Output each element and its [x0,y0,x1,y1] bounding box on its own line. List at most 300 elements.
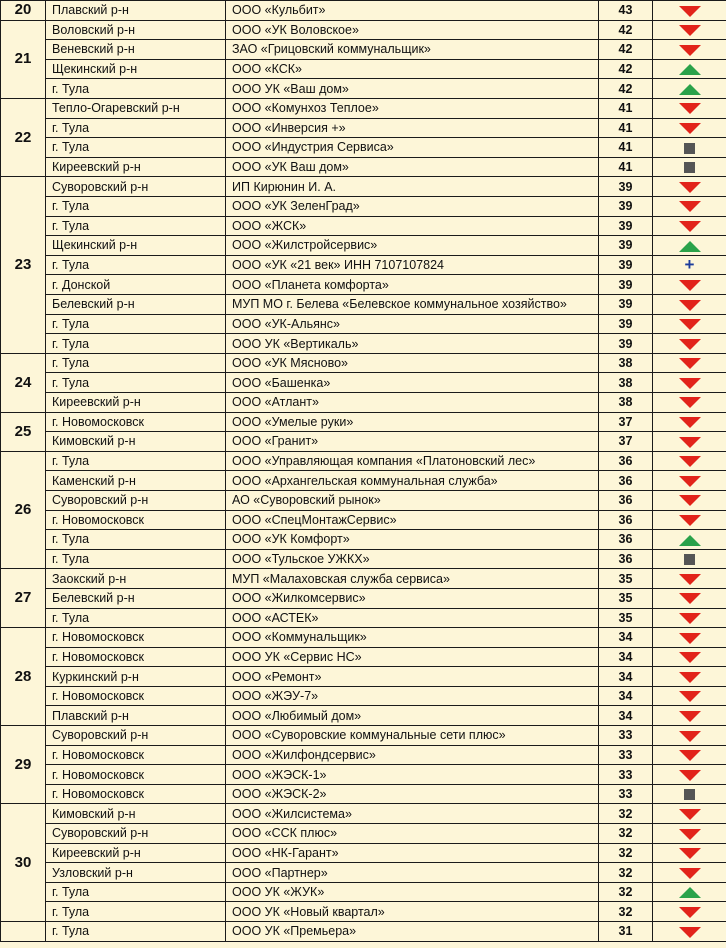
company-cell: ООО УК «ЖУК» [226,882,599,902]
table-row [1,549,726,569]
trend-cell [653,843,726,863]
red-triangle-down-icon [679,201,701,212]
trend-cell [653,196,726,216]
score-cell: 35 [599,569,653,589]
table-row [1,824,726,844]
rank-cell: 20 [1,1,46,21]
trend-cell [653,392,726,412]
company-cell: ООО УК «Новый квартал» [226,902,599,922]
table-row [1,569,726,589]
red-triangle-down-icon [679,476,701,487]
score-cell: 37 [599,412,653,432]
company-cell: ООО «УК Комфорт» [226,530,599,550]
company-cell: ООО УК «Вертикаль» [226,334,599,354]
trend-cell [653,98,726,118]
trend-cell [653,216,726,236]
red-triangle-down-icon [679,378,701,389]
trend-cell [653,177,726,197]
score-cell: 36 [599,530,653,550]
district-cell: г. Тула [46,608,226,628]
company-cell: ООО «Жилфондсервис» [226,745,599,765]
trend-cell [653,275,726,295]
company-cell: ООО «СпецМонтажСервис» [226,510,599,530]
score-cell: 39 [599,275,653,295]
district-cell: Тепло-Огаревский р-н [46,98,226,118]
score-cell: 33 [599,726,653,746]
district-cell: г. Новомосковск [46,647,226,667]
table-row [1,236,726,256]
company-cell: ООО «Коммунальщик» [226,628,599,648]
score-cell: 36 [599,490,653,510]
score-cell: 34 [599,706,653,726]
red-triangle-down-icon [679,770,701,781]
red-triangle-down-icon [679,25,701,36]
score-cell: 39 [599,236,653,256]
red-triangle-down-icon [679,652,701,663]
district-cell: г. Тула [46,216,226,236]
table-row [1,275,726,295]
district-cell: г. Тула [46,530,226,550]
score-cell: 39 [599,196,653,216]
table-row [1,667,726,687]
green-triangle-up-icon [679,241,701,252]
score-cell: 35 [599,588,653,608]
red-triangle-down-icon [679,339,701,350]
score-cell: 39 [599,177,653,197]
district-cell: Воловский р-н [46,20,226,40]
table-row [1,882,726,902]
trend-cell [653,295,726,315]
red-triangle-down-icon [679,672,701,683]
trend-cell [653,157,726,177]
score-cell: 41 [599,138,653,158]
trend-cell [653,1,726,21]
table-row [1,314,726,334]
company-cell: ООО «Партнер» [226,863,599,883]
table-row [1,902,726,922]
district-cell: Белевский р-н [46,295,226,315]
trend-cell [653,608,726,628]
trend-cell [653,686,726,706]
trend-cell [653,726,726,746]
table-row [1,706,726,726]
district-cell: г. Донской [46,275,226,295]
trend-cell [653,510,726,530]
score-cell: 42 [599,20,653,40]
company-cell: ООО «Умелые руки» [226,412,599,432]
red-triangle-down-icon [679,750,701,761]
district-cell: г. Новомосковск [46,412,226,432]
district-cell: Веневский р-н [46,40,226,60]
company-cell: ООО «Любимый дом» [226,706,599,726]
rank-cell: 29 [1,726,46,804]
company-cell: ООО «Гранит» [226,432,599,452]
trend-cell [653,569,726,589]
score-cell: 33 [599,765,653,785]
company-cell: ООО «ЖСК» [226,216,599,236]
score-cell: 32 [599,824,653,844]
company-cell: ООО «Суворовские коммунальные сети плюс» [226,726,599,746]
table-row [1,510,726,530]
red-triangle-down-icon [679,515,701,526]
district-cell: г. Новомосковск [46,745,226,765]
score-cell: 41 [599,98,653,118]
rank-cell: 24 [1,353,46,412]
company-cell: ООО УК «Ваш дом» [226,79,599,99]
blue-plus-icon: + [684,255,695,275]
company-cell: ООО «ЖЭСК-1» [226,765,599,785]
score-cell: 32 [599,863,653,883]
table-row [1,334,726,354]
score-cell: 34 [599,667,653,687]
district-cell: Кимовский р-н [46,432,226,452]
table-row [1,530,726,550]
trend-cell [653,530,726,550]
district-cell: Суворовский р-н [46,726,226,746]
score-cell: 38 [599,392,653,412]
red-triangle-down-icon [679,300,701,311]
trend-cell [653,922,726,942]
district-cell: г. Тула [46,353,226,373]
rank-cell: 21 [1,20,46,98]
table-row [1,647,726,667]
table-row [1,765,726,785]
score-cell: 35 [599,608,653,628]
trend-cell [653,20,726,40]
red-triangle-down-icon [679,397,701,408]
trend-cell [653,824,726,844]
district-cell: г. Тула [46,549,226,569]
red-triangle-down-icon [679,711,701,722]
score-cell: 39 [599,216,653,236]
table-row [1,157,726,177]
red-triangle-down-icon [679,221,701,232]
table-row [1,784,726,804]
table-row [1,490,726,510]
company-cell: ООО «Жилсистема» [226,804,599,824]
score-cell: 32 [599,843,653,863]
score-cell: 39 [599,295,653,315]
table-row [1,40,726,60]
district-cell: Суворовский р-н [46,824,226,844]
district-cell: г. Тула [46,138,226,158]
company-cell: ООО «Планета комфорта» [226,275,599,295]
score-cell: 43 [599,1,653,21]
trend-cell [653,334,726,354]
district-cell: г. Тула [46,79,226,99]
red-triangle-down-icon [679,613,701,624]
table-row [1,745,726,765]
red-triangle-down-icon [679,907,701,918]
red-triangle-down-icon [679,182,701,193]
district-cell: г. Тула [46,373,226,393]
company-cell: ООО «УК Воловское» [226,20,599,40]
district-cell: Киреевский р-н [46,843,226,863]
table-row [1,118,726,138]
district-cell: Щекинский р-н [46,236,226,256]
red-triangle-down-icon [679,574,701,585]
district-cell: Белевский р-н [46,588,226,608]
score-cell: 34 [599,686,653,706]
table-row [1,922,726,942]
district-cell: Суворовский р-н [46,490,226,510]
score-cell: 39 [599,314,653,334]
gray-square-icon [684,143,695,154]
company-cell: ООО «Кульбит» [226,1,599,21]
company-cell: АО «Суворовский рынок» [226,490,599,510]
district-cell: Суворовский р-н [46,177,226,197]
table-row [1,863,726,883]
company-cell: ООО «Ремонт» [226,667,599,687]
table-row [1,79,726,99]
company-cell: ООО «ЖЭУ-7» [226,686,599,706]
trend-cell [653,706,726,726]
company-cell: ООО «АСТЕК» [226,608,599,628]
district-cell: Узловский р-н [46,863,226,883]
rank-cell: 26 [1,451,46,569]
green-triangle-up-icon [679,84,701,95]
trend-cell [653,471,726,491]
trend-cell [653,549,726,569]
company-cell: ООО «УК Ваш дом» [226,157,599,177]
table-row [1,138,726,158]
district-cell: г. Новомосковск [46,765,226,785]
red-triangle-down-icon [679,809,701,820]
red-triangle-down-icon [679,731,701,742]
score-cell: 33 [599,745,653,765]
company-cell: МУП «Малаховская служба сервиса» [226,569,599,589]
gray-square-icon [684,554,695,565]
trend-cell [653,255,726,275]
table-row [1,608,726,628]
company-cell: ООО «Жилкомсервис» [226,588,599,608]
rank-cell: 23 [1,177,46,353]
district-cell: Заокский р-н [46,569,226,589]
red-triangle-down-icon [679,6,701,17]
company-cell: ООО «Управляющая компания «Платоновский лес» [226,451,599,471]
trend-cell [653,490,726,510]
company-cell: ООО «НК-Гарант» [226,843,599,863]
district-cell: г. Новомосковск [46,784,226,804]
trend-cell [653,667,726,687]
red-triangle-down-icon [679,829,701,840]
company-cell: ООО «Архангельская коммунальная служба» [226,471,599,491]
company-cell: ООО УК «Премьера» [226,922,599,942]
table-row [1,196,726,216]
district-cell: г. Тула [46,922,226,942]
red-triangle-down-icon [679,358,701,369]
red-triangle-down-icon [679,280,701,291]
red-triangle-down-icon [679,495,701,506]
table-row [1,216,726,236]
red-triangle-down-icon [679,319,701,330]
table-row [1,726,726,746]
score-cell: 34 [599,647,653,667]
table-row [1,295,726,315]
score-cell: 42 [599,79,653,99]
table-row [1,628,726,648]
company-cell: ИП Кирюнин И. А. [226,177,599,197]
rank-cell: 28 [1,628,46,726]
district-cell: г. Новомосковск [46,510,226,530]
company-cell: ООО «Жилстройсервис» [226,236,599,256]
trend-cell [653,118,726,138]
company-cell: ООО «УК ЗеленГрад» [226,196,599,216]
green-triangle-up-icon [679,64,701,75]
district-cell: Куркинский р-н [46,667,226,687]
district-cell: г. Новомосковск [46,686,226,706]
trend-cell [653,40,726,60]
score-cell: 39 [599,255,653,275]
trend-cell [653,765,726,785]
trend-cell [653,882,726,902]
trend-cell [653,353,726,373]
table-row [1,843,726,863]
rank-cell [1,922,46,942]
trend-cell [653,59,726,79]
company-cell: ООО «Тульское УЖКХ» [226,549,599,569]
score-cell: 34 [599,628,653,648]
district-cell: г. Тула [46,255,226,275]
table-row [1,412,726,432]
red-triangle-down-icon [679,417,701,428]
score-cell: 38 [599,373,653,393]
score-cell: 31 [599,922,653,942]
trend-cell [653,628,726,648]
table-row [1,588,726,608]
table-row [1,804,726,824]
trend-cell [653,451,726,471]
company-cell: ООО «КСК» [226,59,599,79]
table-row [1,471,726,491]
red-triangle-down-icon [679,593,701,604]
gray-square-icon [684,162,695,173]
score-cell: 38 [599,353,653,373]
red-triangle-down-icon [679,103,701,114]
red-triangle-down-icon [679,437,701,448]
red-triangle-down-icon [679,45,701,56]
score-cell: 33 [599,784,653,804]
company-cell: ООО «Башенка» [226,373,599,393]
table-row [1,177,726,197]
district-cell: Каменский р-н [46,471,226,491]
rank-cell: 30 [1,804,46,922]
trend-cell [653,784,726,804]
trend-cell [653,902,726,922]
score-cell: 41 [599,118,653,138]
district-cell: Киреевский р-н [46,157,226,177]
district-cell: г. Тула [46,334,226,354]
company-cell: ООО «УК «21 век» ИНН 7107107824 [226,255,599,275]
score-cell: 36 [599,471,653,491]
trend-cell [653,236,726,256]
red-triangle-down-icon [679,927,701,938]
district-cell: г. Тула [46,314,226,334]
red-triangle-down-icon [679,633,701,644]
district-cell: г. Тула [46,118,226,138]
score-cell: 42 [599,40,653,60]
red-triangle-down-icon [679,456,701,467]
company-cell: ООО «УК-Альянс» [226,314,599,334]
table-row [1,353,726,373]
district-cell: г. Тула [46,196,226,216]
rank-cell: 27 [1,569,46,628]
table-row [1,20,726,40]
company-cell: ООО «Комунхоз Теплое» [226,98,599,118]
score-cell: 36 [599,510,653,530]
score-cell: 32 [599,804,653,824]
score-cell: 36 [599,549,653,569]
company-cell: ООО «Индустрия Сервиса» [226,138,599,158]
trend-cell [653,79,726,99]
trend-cell [653,432,726,452]
table-row [1,451,726,471]
table-row [1,373,726,393]
company-cell: ООО «УК Мясново» [226,353,599,373]
red-triangle-down-icon [679,868,701,879]
score-cell: 37 [599,432,653,452]
company-cell: МУП МО г. Белева «Белевское коммунальное хозяйство» [226,295,599,315]
green-triangle-up-icon [679,535,701,546]
red-triangle-down-icon [679,123,701,134]
table-row [1,98,726,118]
district-cell: г. Тула [46,902,226,922]
district-cell: г. Тула [46,451,226,471]
score-cell: 32 [599,902,653,922]
table-row [1,255,726,275]
trend-cell [653,412,726,432]
gray-square-icon [684,789,695,800]
company-cell: ООО УК «Сервис НС» [226,647,599,667]
trend-cell [653,138,726,158]
rank-cell: 25 [1,412,46,451]
district-cell: г. Тула [46,882,226,902]
district-cell: Плавский р-н [46,1,226,21]
red-triangle-down-icon [679,848,701,859]
trend-cell [653,804,726,824]
trend-cell [653,588,726,608]
rank-cell: 22 [1,98,46,176]
table-row [1,1,726,21]
score-cell: 39 [599,334,653,354]
district-cell: Щекинский р-н [46,59,226,79]
trend-cell [653,863,726,883]
company-cell: ООО «ССК плюс» [226,824,599,844]
district-cell: Киреевский р-н [46,392,226,412]
district-cell: г. Новомосковск [46,628,226,648]
table-row [1,686,726,706]
table-row [1,392,726,412]
company-cell: ООО «ЖЭСК-2» [226,784,599,804]
score-cell: 41 [599,157,653,177]
company-cell: ЗАО «Грицовский коммунальщик» [226,40,599,60]
green-triangle-up-icon [679,887,701,898]
district-cell: Кимовский р-н [46,804,226,824]
table-row [1,59,726,79]
score-cell: 32 [599,882,653,902]
company-cell: ООО «Атлант» [226,392,599,412]
red-triangle-down-icon [679,691,701,702]
trend-cell [653,373,726,393]
company-cell: ООО «Инверсия +» [226,118,599,138]
trend-cell [653,314,726,334]
trend-cell [653,647,726,667]
trend-cell [653,745,726,765]
table-row [1,432,726,452]
score-cell: 42 [599,59,653,79]
score-cell: 36 [599,451,653,471]
district-cell: Плавский р-н [46,706,226,726]
